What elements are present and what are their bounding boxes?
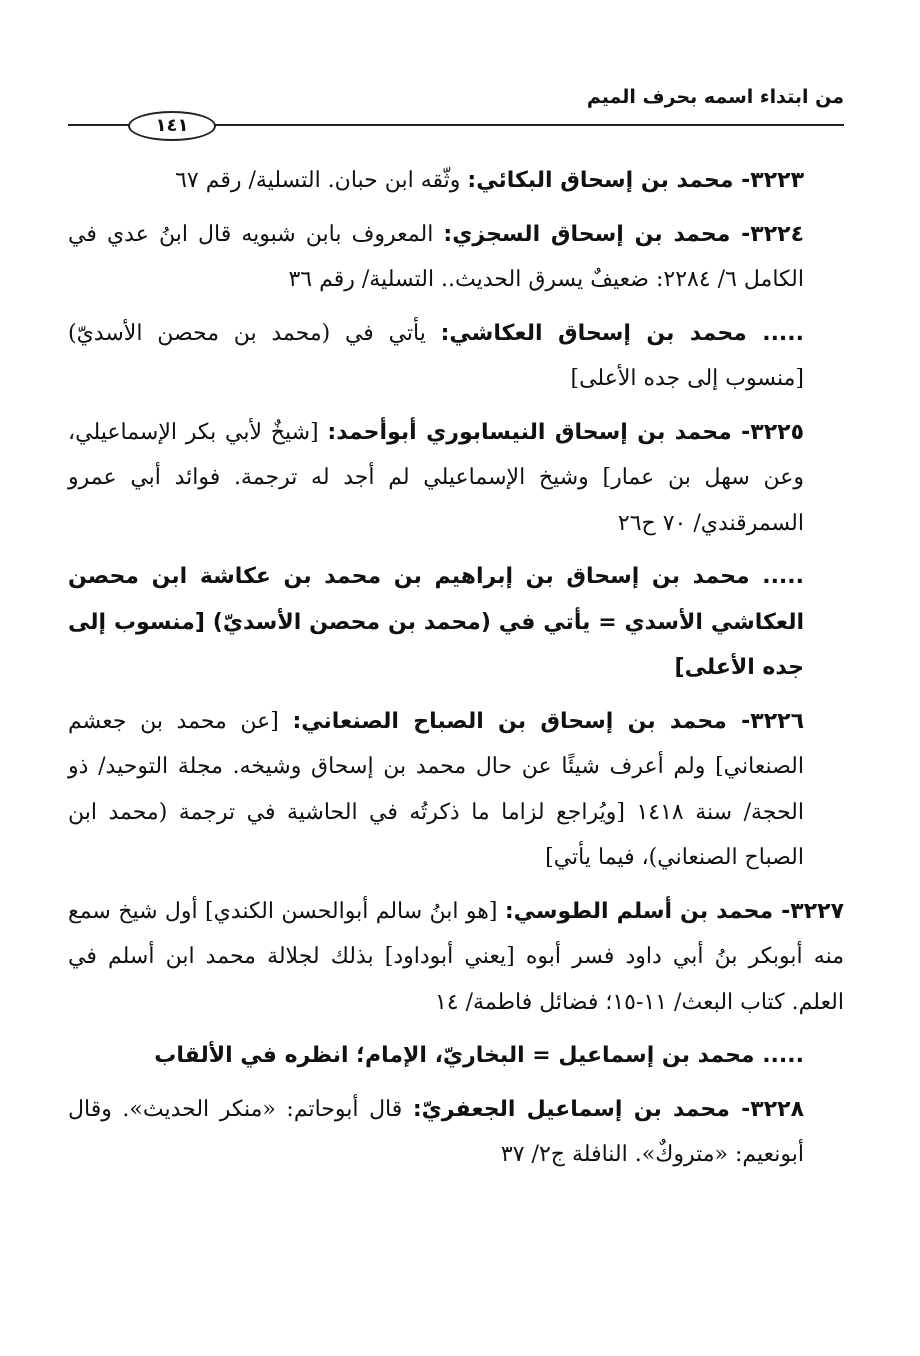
- entry-3227: [68, 889, 844, 1026]
- entry-bukhari-reference: [68, 1033, 844, 1079]
- page-number: ١٤١: [128, 111, 216, 141]
- entry-heading: ٣٢٢٣- محمد بن إسحاق البكائي:: [467, 168, 804, 193]
- entry-text: قال أبوحاتم: «منكر الحديث». وقال أبونعيم: «متروكٌ». النافلة ج٢/ ٣٧: [68, 1096, 804, 1167]
- entry-text: [شيخٌ لأبي بكر الإسماعيلي، وعن سهل بن عمار] وشيخ الإسماعيلي لم أجد له ترجمة. فوائد أبي عمرو السمرقندي/ ٧٠ ح٢٦: [68, 419, 804, 536]
- entries-list: [68, 158, 844, 1186]
- entry-akashi-reference: [68, 311, 844, 402]
- entry-heading: ٣٢٢٧- محمد بن أسلم الطوسي:: [504, 898, 844, 924]
- entry-3225: [68, 410, 844, 547]
- entry-3224: [68, 212, 844, 303]
- entry-okasha-reference: [68, 554, 844, 691]
- entry-3228: [68, 1087, 844, 1178]
- entry-heading: ..... محمد بن إسحاق العكاشي:: [440, 320, 805, 346]
- entry-heading: ٣٢٢٨- محمد بن إسماعيل الجعفريّ:: [412, 1096, 804, 1122]
- entry-3226: [68, 699, 844, 881]
- entry-text: وثّقه ابن حبان. التسلية/ رقم ٦٧: [175, 168, 468, 193]
- entry-text: [هو ابنُ سالم أبوالحسن الكندي] أول شيخ سمع منه أبوبكر بنُ أبي داود فسر أبوه [يعني أبوداود] بذلك لجلالة محمد ابن أسلم في العلم. كتاب البعث/ ١١-١٥؛ فضائل فاطمة/ ١٤: [68, 898, 844, 1015]
- entry-heading: ٣٢٢٤- محمد بن إسحاق السجزي:: [443, 221, 804, 247]
- entry-heading: ..... محمد بن إسحاق بن إبراهيم بن محمد بن عكاشة ابن محصن العكاشي الأسدي = يأتي في (محمد بن محصن الأسديّ) [منسوب إلى جده الأعلى]: [68, 564, 804, 680]
- entry-heading: ..... محمد بن إسماعيل = البخاريّ، الإمام؛ انظره في الألقاب: [154, 1043, 804, 1068]
- entry-text: المعروف بابن شبويه قال ابنُ عدي في الكامل ٦/ ٢٢٨٤: ضعيفٌ يسرق الحديث.. التسلية/ رقم ٣٦: [68, 221, 804, 292]
- entry-heading: ٣٢٢٦- محمد بن إسحاق بن الصباح الصنعاني:: [292, 708, 804, 734]
- entry-text: يأتي في (محمد بن محصن الأسديّ) [منسوب إلى جده الأعلى]: [68, 320, 804, 391]
- entry-text: [عن محمد بن جعشم الصنعاني] ولم أعرف شيئًا عن حال محمد بن إسحاق وشيخه. مجلة التوحيد/ ذو الحجة/ سنة ١٤١٨ [ويُراجع لزاما ما ذكرتُه في الحاشية في ترجمة (محمد ابن الصباح الصنعاني)، فيما يأتي]: [68, 708, 804, 870]
- entry-3223: [68, 158, 844, 204]
- entry-heading: ٣٢٢٥- محمد بن إسحاق النيسابوري أبوأحمد:: [327, 419, 805, 445]
- running-header: من ابتداء اسمه بحرف الميم: [586, 86, 844, 108]
